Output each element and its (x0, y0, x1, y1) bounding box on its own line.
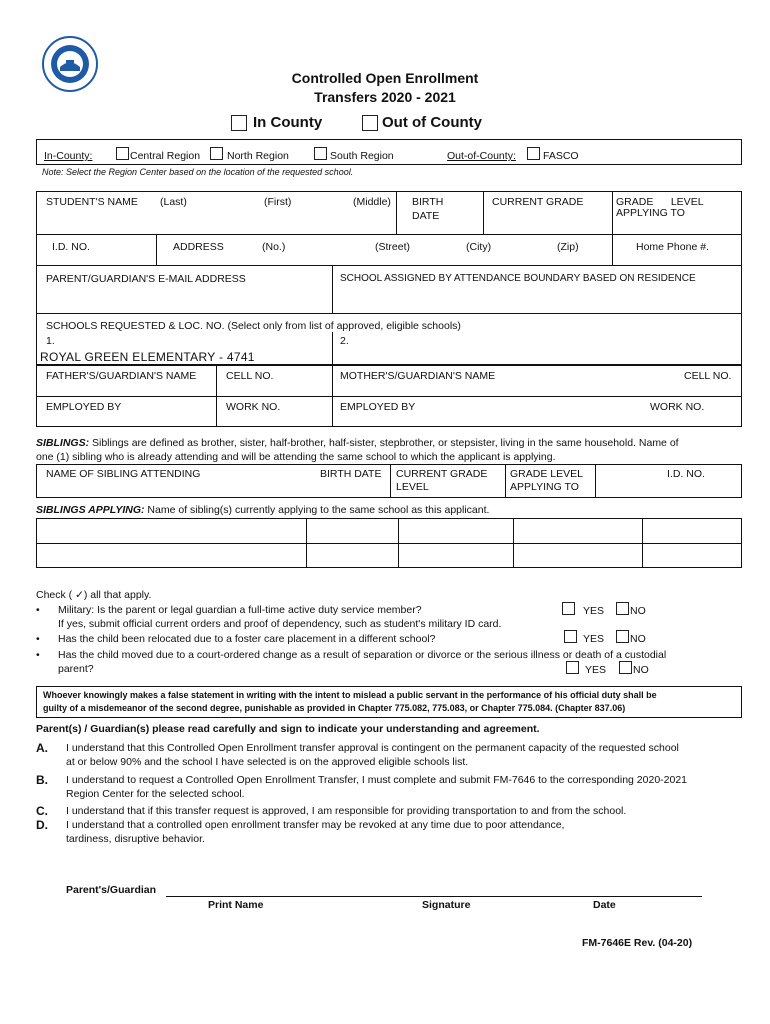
out-of-county-label: Out of County (382, 114, 482, 131)
warning-line-1: Whoever knowingly makes a false statement in writing with the intent to mislead a public servant in the performance of his official duty shall be (43, 690, 657, 700)
requested-school-1-number: 1. (46, 335, 55, 347)
father-cell-label: CELL NO. (226, 370, 274, 382)
court-question-2: parent? (58, 663, 94, 675)
bullet-1: • (36, 604, 40, 616)
mother-employer-label: EMPLOYED BY (340, 401, 416, 413)
sibling-grade-header-2: LEVEL (396, 481, 429, 493)
fasco-label: FASCO (543, 150, 579, 162)
central-region-checkbox[interactable] (116, 147, 129, 160)
item-d-line-2: tardiness, disruptive behavior. (66, 833, 205, 845)
item-a-line-2: at or below 90% and the school I have selected is on the approved eligible schools list. (66, 756, 469, 768)
print-name-label: Print Name (208, 899, 264, 911)
siblings-text-2: one (1) sibling who is already attending and will be attending the same school to which the applicant is applying. (36, 451, 556, 463)
siblings-applying-description (36, 503, 746, 517)
military-note: If yes, submit official current orders and proof of dependency, such as student's military ID card. (58, 618, 502, 630)
foster-yes-label: YES (583, 633, 605, 645)
south-region-label: South Region (330, 150, 394, 162)
court-no-checkbox[interactable] (619, 661, 632, 674)
item-d-line-1: I understand that a controlled open enrollment transfer may be revoked at any time due to poor attendance, (66, 819, 565, 831)
bullet-2: • (36, 633, 40, 645)
central-region-label: Central Region (130, 150, 201, 162)
signature-line[interactable] (166, 896, 702, 897)
address-street-label: (Street) (375, 241, 411, 253)
item-b-letter: B. (36, 773, 48, 787)
out-of-county-region-label: Out-of-County: (447, 150, 516, 162)
mother-name-label: MOTHER'S/GUARDIAN'S NAME (340, 370, 496, 382)
warning-line-2: guilty of a misdemeanor of the second degree, punishable as provided in Chapter 775.082, 775.083, or Chapter 775.084. (Chapter 837.06) (43, 703, 626, 713)
father-name-label: FATHER'S/GUARDIAN'S NAME (46, 370, 197, 382)
court-yes-checkbox[interactable] (566, 661, 579, 674)
in-county-label: In County (253, 114, 323, 131)
siblings-applying-text: Name of sibling(s) currently applying to the same school as this applicant. (144, 504, 490, 516)
fasco-checkbox[interactable] (527, 147, 540, 160)
requested-school-2-number: 2. (340, 335, 349, 347)
form-title-line2: Transfers 2020 - 2021 (314, 89, 456, 105)
siblings-applying-heading: SIBLINGS APPLYING: (36, 504, 145, 516)
address-zip-label: (Zip) (557, 241, 579, 253)
item-a-letter: A. (36, 741, 48, 755)
check-all-instruction: Check ( ✓) all that apply. (36, 589, 152, 601)
south-region-checkbox[interactable] (314, 147, 327, 160)
foster-question: Has the child been relocated due to a foster care placement in a different school? (58, 633, 436, 645)
foster-no-label: NO (630, 633, 646, 645)
item-b-line-2: Region Center for the selected school. (66, 788, 245, 800)
signature-label: Signature (422, 899, 471, 911)
birth-date-label-2: DATE (412, 210, 440, 222)
siblings-heading: SIBLINGS: (36, 437, 90, 449)
sibling-id-header: I.D. NO. (667, 468, 705, 480)
sibling-level-header-2: APPLYING TO (510, 481, 579, 493)
court-yes-label: YES (585, 664, 607, 676)
signature-parent-label: Parent's/Guardian (66, 884, 157, 896)
military-question: Military: Is the parent or legal guardian a full-time active duty service member? (58, 604, 422, 616)
school-assigned-label: SCHOOL ASSIGNED BY ATTENDANCE BOUNDARY BASED ON RESIDENCE (340, 273, 696, 284)
north-region-label: North Region (227, 150, 289, 162)
home-phone-label: Home Phone #. (636, 241, 709, 253)
military-yes-checkbox[interactable] (562, 602, 575, 615)
siblings-description (36, 436, 746, 464)
schools-requested-label: SCHOOLS REQUESTED & LOC. NO. (Select only from list of approved, eligible schools) (46, 320, 461, 332)
military-no-label: NO (630, 605, 646, 617)
father-work-label: WORK NO. (226, 401, 281, 413)
agreement-heading: Parent(s) / Guardian(s) please read carefully and sign to indicate your understanding and agreement. (36, 723, 540, 735)
foster-no-checkbox[interactable] (616, 630, 629, 643)
region-note: Note: Select the Region Center based on the location of the requested school. (42, 167, 354, 177)
id-no-label: I.D. NO. (52, 241, 90, 253)
siblings-text-1: Siblings are defined as brother, sister, half-brother, half-sister, stepbrother, or stepsister, living in the same household. Name of (89, 437, 679, 449)
last-name-label: (Last) (160, 196, 187, 208)
foster-yes-checkbox[interactable] (564, 630, 577, 643)
military-no-checkbox[interactable] (616, 602, 629, 615)
birth-date-label-1: BIRTH (412, 196, 444, 208)
student-name-label: STUDENT'S NAME (46, 196, 138, 208)
current-grade-label: CURRENT GRADE (492, 196, 584, 208)
requested-school-1-value[interactable]: ROYAL GREEN ELEMENTARY - 4741 (40, 350, 255, 364)
item-b-line-1: I understand to request a Controlled Open Enrollment Transfer, I must complete and submit FM-7646 to the corresponding 2020-2021 (66, 774, 688, 786)
parent-email-label: PARENT/GUARDIAN'S E-MAIL ADDRESS (46, 273, 246, 285)
item-c-line-1: I understand that if this transfer request is approved, I am responsible for providing transportation to and from the school. (66, 805, 627, 817)
item-d-letter: D. (36, 818, 48, 832)
court-no-label: NO (633, 664, 649, 676)
sibling-birth-header: BIRTH DATE (320, 468, 382, 480)
middle-name-label: (Middle) (353, 196, 391, 208)
form-number: FM-7646E Rev. (04-20) (582, 937, 693, 949)
grade-level-label-1: GRADE LEVEL (616, 196, 704, 208)
bullet-3: • (36, 649, 40, 661)
out-of-county-checkbox[interactable] (362, 115, 378, 131)
in-county-region-label: In-County: (44, 150, 93, 162)
address-no-label: (No.) (262, 241, 286, 253)
sibling-grade-header-1: CURRENT GRADE (396, 468, 488, 480)
date-label: Date (593, 899, 616, 911)
father-employer-label: EMPLOYED BY (46, 401, 122, 413)
item-c-letter: C. (36, 804, 48, 818)
north-region-checkbox[interactable] (210, 147, 223, 160)
sibling-level-header-1: GRADE LEVEL (510, 468, 583, 480)
mother-work-label: WORK NO. (650, 401, 705, 413)
address-city-label: (City) (466, 241, 492, 253)
first-name-label: (First) (264, 196, 292, 208)
item-a-line-1: I understand that this Controlled Open Enrollment transfer approval is contingent on the permanent capacity of the requested school (66, 742, 679, 754)
in-county-checkbox[interactable] (231, 115, 247, 131)
address-label: ADDRESS (173, 241, 224, 253)
court-question-1: Has the child moved due to a court-ordered change as a result of separation or divorce or the serious illness or death of a custodial (58, 649, 667, 661)
form-title-line1: Controlled Open Enrollment (291, 70, 479, 86)
military-yes-label: YES (583, 605, 605, 617)
mother-cell-label: CELL NO. (684, 370, 732, 382)
grade-level-label-2: APPLYING TO (616, 207, 685, 219)
sibling-name-header: NAME OF SIBLING ATTENDING (46, 468, 201, 480)
